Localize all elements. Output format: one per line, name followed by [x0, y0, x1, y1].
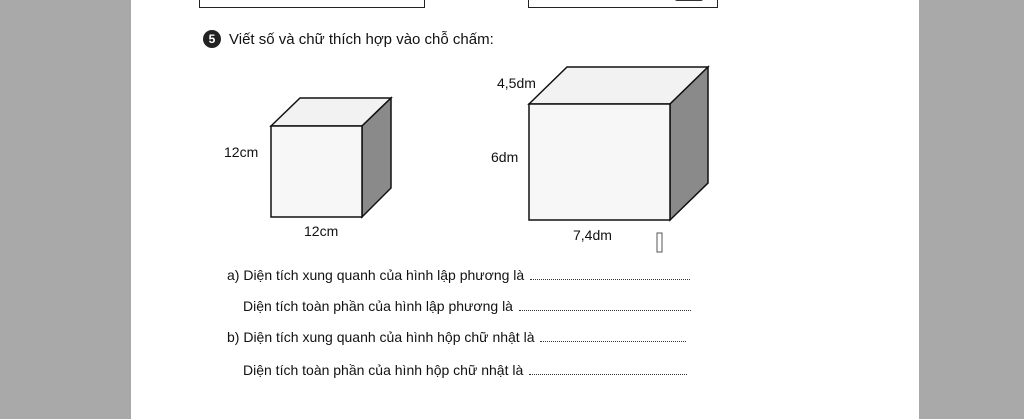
- answer-label-b1: b) Diện tích xung quanh của hình hộp chữ nhật là: [227, 329, 535, 345]
- answer-blank-b1[interactable]: [540, 329, 686, 342]
- answer-label-b2: Diện tích toàn phần của hình hộp chữ nhật là: [243, 362, 524, 378]
- box-length-label: 7,4dm: [573, 227, 612, 243]
- answer-label-a1: a) Diện tích xung quanh của hình lập phương là: [227, 267, 525, 283]
- answer-line-b2: [243, 362, 687, 378]
- box-figure: [491, 67, 708, 252]
- worksheet-page: [131, 0, 919, 419]
- answer-line-a2: [243, 298, 691, 314]
- answer-line-b1: [227, 329, 686, 345]
- box-height-label: 6dm: [491, 149, 519, 165]
- answer-blank-b2[interactable]: [529, 362, 687, 375]
- cube-front-face: [271, 126, 362, 217]
- box-front-face: [529, 104, 670, 220]
- cube-width-label: 12cm: [304, 223, 339, 239]
- answer-label-a2: Diện tích toàn phần của hình lập phương là: [243, 298, 513, 314]
- answer-blank-a2[interactable]: [519, 298, 691, 311]
- answer-line-a1: [227, 267, 690, 283]
- question-number-badge: 5: [203, 30, 221, 48]
- figures: [131, 0, 919, 419]
- answer-blank-a1[interactable]: [530, 267, 690, 280]
- question-instruction: Viết số và chữ thích hợp vào chỗ chấm:: [229, 30, 494, 48]
- cube-height-label: 12cm: [224, 144, 259, 160]
- box-depth-label: 4,5dm: [497, 75, 536, 91]
- scan-mark: [657, 233, 662, 252]
- cube-figure: [224, 98, 391, 239]
